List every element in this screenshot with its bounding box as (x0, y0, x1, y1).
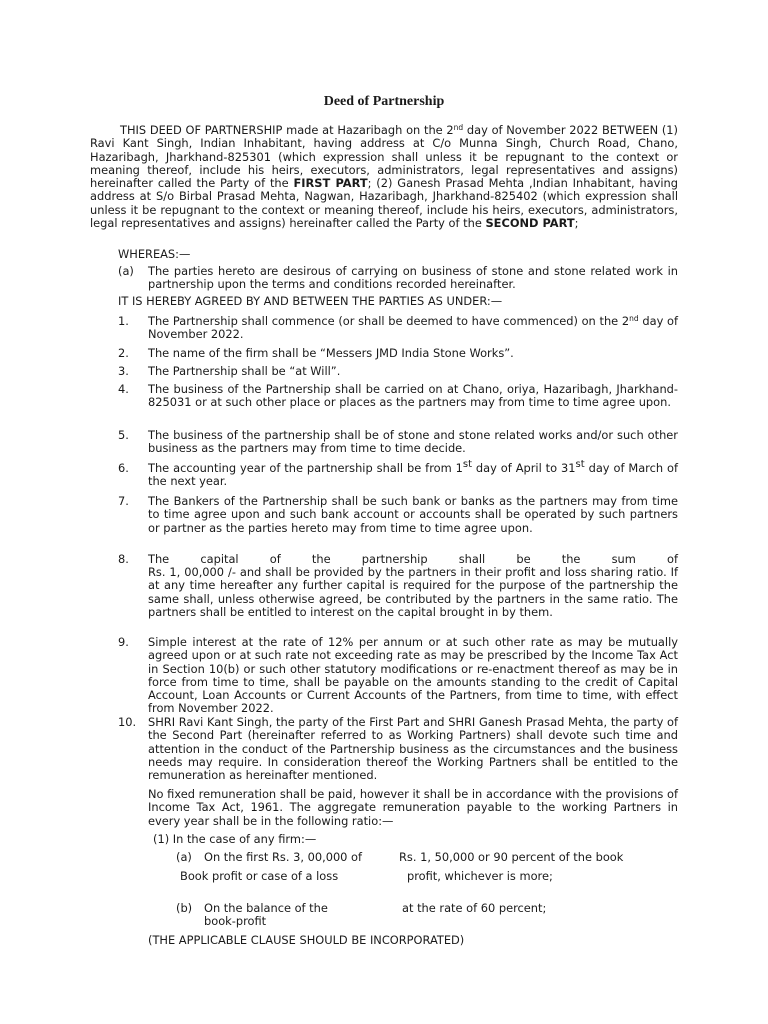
clause-6-number: 6. (118, 461, 129, 475)
intro-paragraph (90, 124, 678, 230)
clause-1-text-a: The Partnership shall commence (or shall be deemed to have commenced) on the 2 (148, 314, 630, 328)
clause-6-sup-2: st (575, 459, 585, 470)
clause-2-text: The name of the firm shall be “Messers JMD India Stone Works”. (148, 346, 514, 360)
sub-a-left-line-1: On the first Rs. 3, 00,000 of (204, 850, 363, 864)
clause-6-text (148, 459, 679, 489)
intro-text-1: THIS DEED OF PARTNERSHIP made at Hazaribagh on the 2 (120, 123, 454, 137)
whereas-a-text: The parties hereto are desirous of carrying on business of stone and stone related work in partnership upon the terms and conditions recorded hereinafter. (148, 264, 678, 292)
clause-7-number: 7. (118, 494, 129, 508)
clause-3-number: 3. (118, 364, 129, 378)
clause-5-text: The business of the partnership shall be of stone and stone related works and/or such other business as the partners may from time to time decide. (148, 428, 678, 456)
clause-4-text: The business of the Partnership shall be carried on at Chano, oriya, Hazaribagh, Jharkhand-825031 or at such other place or places as the partners may from time to time agree upon. (148, 382, 678, 410)
sub-a-right-line-1: Rs. 1, 50,000 or 90 percent of the book (399, 850, 624, 864)
clause-5-number: 5. (118, 428, 129, 442)
clause-10-number: 10. (118, 715, 137, 729)
clause-6-text-b: day of April to 31 (472, 461, 576, 475)
intro-text-2: day of November 2022 BETWEEN (1) Ravi Kant Singh, Indian Inhabitant, having address at C/o Munna Singh, Church Road, Chano, Hazaribagh, Jharkhand-825301 (which expression shall unless it be repugnant to the context or meaning thereof, include his heirs, executors, administrators, legal representatives and assigns) hereinafter called the Party of the (90, 123, 678, 191)
clause-7-text: The Bankers of the Partnership shall be such bank or banks as the partners may from time to time agree upon and such bank account or accounts shall be operated by such partners or partner as the parties hereto may from time to time agree upon. (148, 494, 678, 535)
sub-a-right-line-2: profit, whichever is more; (407, 869, 553, 883)
sub-b-right-line-1: at the rate of 60 percent; (402, 901, 547, 915)
first-part-label: FIRST PART (293, 176, 368, 191)
sub-b-left-line-1: On the balance of the (204, 901, 328, 915)
intro-text-3: ; (2) Ganesh Prasad Mehta ,Indian Inhabitant, having address at S/o Birbal Prasad Mehta, Nagwan, Hazaribagh, Jharkhand-825402 (which expression shall unless it be repugnant to the context or meaning thereof, include his heirs, executors, administrators, legal representatives and assigns) hereinafter called the Party of the (90, 176, 678, 231)
agreed-heading: IT IS HEREBY AGREED BY AND BETWEEN THE PARTIES AS UNDER:— (118, 294, 503, 308)
clause-1-text (148, 315, 678, 342)
second-part-label: SECOND PART (485, 216, 575, 231)
sub-a-left-line-2: Book profit or case of a loss (180, 869, 339, 883)
clause-8-line-1: The capital of the partnership shall be the sum of (148, 552, 678, 566)
clause-6-text-c: day of March of the next year. (148, 461, 679, 489)
whereas-heading: WHEREAS:— (118, 247, 191, 261)
clause-1-text-b: day of November 2022. (148, 314, 678, 342)
sub-b-left-line-2: book-profit (204, 914, 267, 928)
clause-6-text-a: The accounting year of the partnership shall be from 1 (148, 461, 463, 475)
whereas-a-label: (a) (118, 264, 134, 278)
clause-6-sup-1: st (462, 459, 472, 470)
clause-10-text: SHRI Ravi Kant Singh, the party of the First Part and SHRI Ganesh Prasad Mehta, the party of the Second Part (hereinafter referred to as Working Partners) shall devote such time and attention in the conduct of the Partnership business as the circumstances and the business needs may require. In consideration thereof the Working Partners shall be entitled to the remuneration as hereinafter mentioned. (148, 715, 678, 783)
clause-1-number: 1. (118, 314, 129, 328)
sub-a-label: (a) (176, 850, 192, 864)
clause-8-text: Rs. 1, 00,000 /- and shall be provided by the partners in their profit and loss sharing ratio. If at any time hereafter any further capital is required for the purpose of the partnership the same shall, unless otherwise agreed, be contributed by the partners in the same ratio. The partners shall be entitled to interest on the capital brought in by them. (148, 565, 678, 619)
document-title: Deed of Partnership (323, 94, 445, 109)
intro-sup-1: nd (453, 123, 464, 132)
clause-8-number: 8. (118, 552, 129, 566)
sub-b-label: (b) (176, 901, 193, 915)
case-firm-heading: (1) In the case of any firm:— (153, 832, 317, 846)
remuneration-paragraph: No fixed remuneration shall be paid, however it shall be in accordance with the provisions of Income Tax Act, 1961. The aggregate remuneration payable to the working Partners in every year shall be in the following ratio:— (148, 787, 678, 828)
clause-1-sup: nd (629, 314, 639, 323)
clause-9-text: Simple interest at the rate of 12% per annum or at such other rate as may be mutually agreed upon or at such rate not exceeding rate as may be prescribed by the Income Tax Act in Section 10(b) or such other statutory modifications or re-enactment thereof as may be in force from time to time, shall be payable on the amounts standing to the credit of Capital Account, Loan Accounts or Current Accounts of the Partners, from time to time, with effect from November 2022. (148, 635, 678, 716)
clause-3-text: The Partnership shall be “at Will”. (148, 364, 341, 378)
clause-2-number: 2. (118, 346, 129, 360)
clause-9-number: 9. (118, 635, 129, 649)
applicable-clause-note: (THE APPLICABLE CLAUSE SHOULD BE INCORPORATED) (148, 933, 465, 947)
intro-text-4: ; (574, 216, 579, 231)
clause-4-number: 4. (118, 382, 129, 396)
